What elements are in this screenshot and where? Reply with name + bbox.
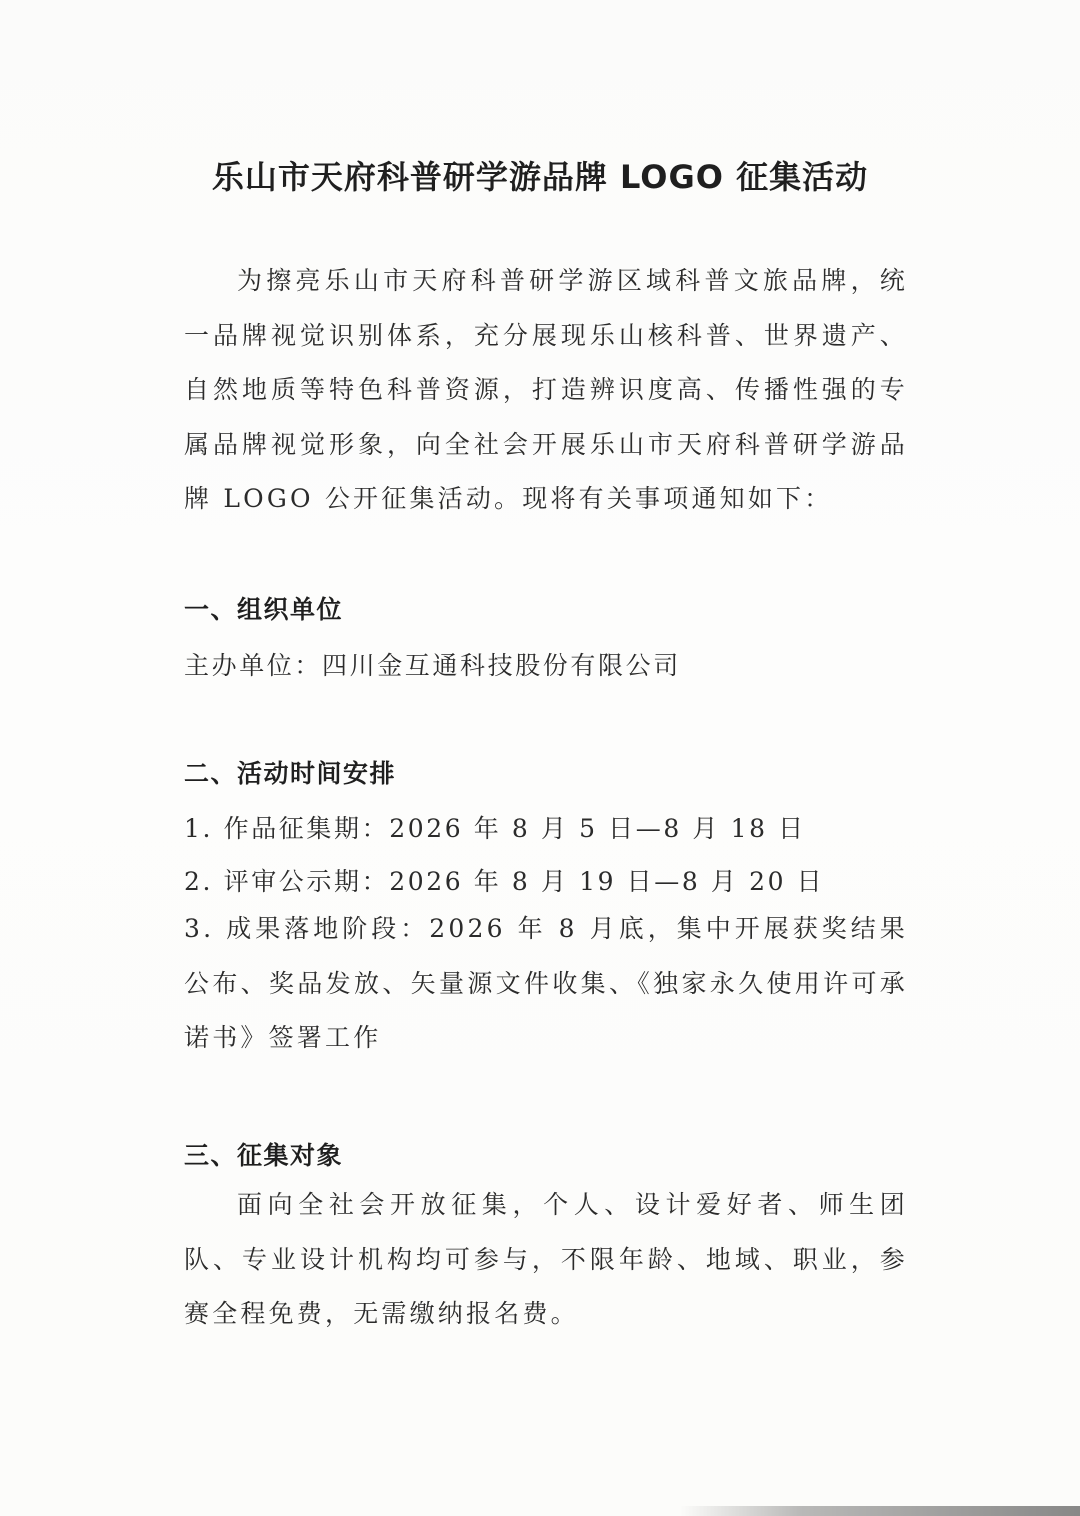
section-heading-participants: 三、征集对象 <box>184 1141 344 1170</box>
document-title: 乐山市天府科普研学游品牌 LOGO 征集活动 <box>211 158 869 196</box>
section-heading-organizer: 一、组织单位 <box>184 595 344 624</box>
schedule-item-review: 2. 评审公示期：2026 年 8 月 19 日—8 月 20 日 <box>184 867 825 896</box>
section-heading-schedule: 二、活动时间安排 <box>184 759 397 788</box>
page-edge-shadow <box>680 1506 1080 1516</box>
intro-paragraph: 为擦亮乐山市天府科普研学游区域科普文旅品牌，统一品牌视觉识别体系，充分展现乐山核科普、世界遗产、自然地质等特色科普资源，打造辨识度高、传播性强的专属品牌视觉形象，向全社会开展乐山市天府科普研学游品牌 LOGO 公开征集活动。现将有关事项通知如下： <box>184 266 908 513</box>
schedule-item-result: 3. 成果落地阶段：2026 年 8 月底，集中开展获奖结果公布、奖品发放、矢量源文件收集、《独家永久使用许可承诺书》签署工作 <box>184 914 908 1052</box>
organizer-line: 主办单位：四川金互通科技股份有限公司 <box>184 651 681 680</box>
participants-paragraph: 面向全社会开放征集，个人、设计爱好者、师生团队、专业设计机构均可参与，不限年龄、地域、职业，参赛全程免费，无需缴纳报名费。 <box>184 1190 908 1328</box>
schedule-item-collection: 1. 作品征集期：2026 年 8 月 5 日—8 月 18 日 <box>184 814 806 843</box>
